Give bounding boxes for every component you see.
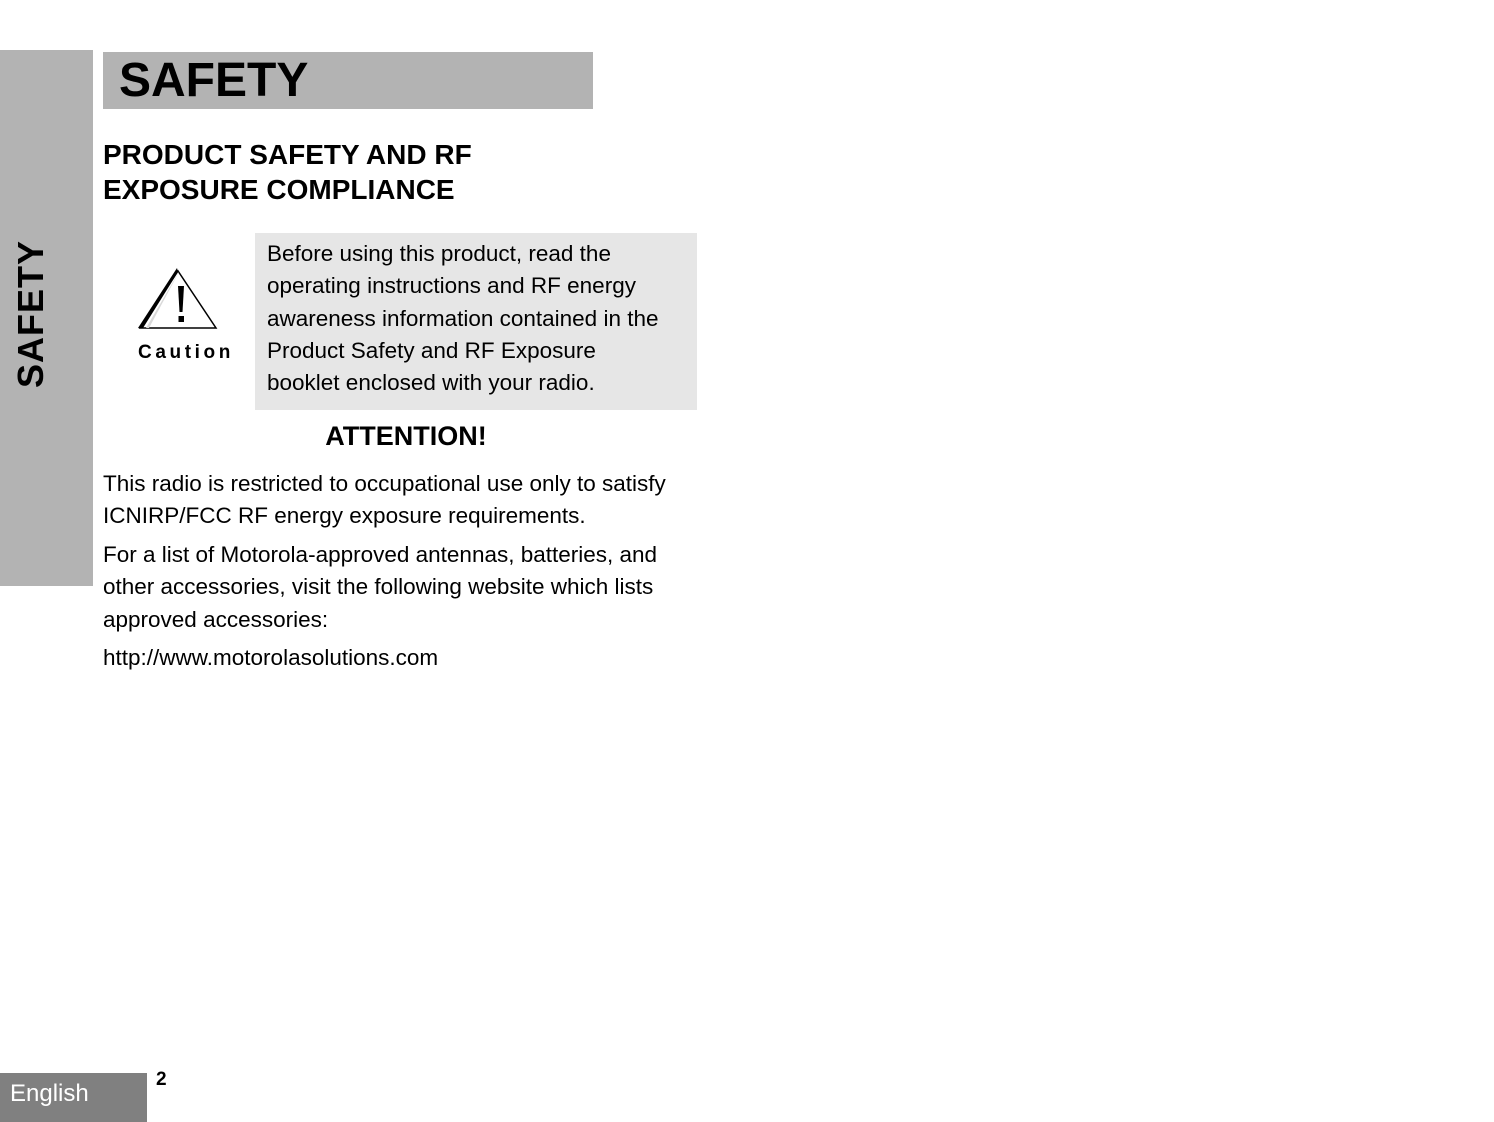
url-text: http://www.motorolasolutions.com bbox=[103, 645, 439, 670]
notice-line: operating instructions and RF energy bbox=[267, 273, 636, 299]
language-tab bbox=[0, 1073, 147, 1122]
section-heading bbox=[103, 137, 623, 207]
paragraph-line: ICNIRP/FCC RF energy exposure requirements. bbox=[103, 503, 586, 529]
website-url bbox=[103, 642, 438, 674]
notice-line: awareness information contained in the bbox=[267, 305, 659, 331]
page-title: SAFETY bbox=[119, 54, 309, 107]
notice-line: Before using this product, read the bbox=[267, 241, 611, 266]
rf-notice-box bbox=[255, 233, 697, 410]
page-title-bar bbox=[103, 52, 593, 109]
section-heading-line: EXPOSURE COMPLIANCE bbox=[103, 174, 455, 205]
caution-label: Caution bbox=[138, 342, 234, 363]
paragraph-line: approved accessories: bbox=[103, 606, 329, 632]
section-heading-line: PRODUCT SAFETY AND RF bbox=[103, 139, 472, 170]
notice-line: Product Safety and RF Exposure bbox=[267, 337, 596, 363]
warning-triangle-icon bbox=[137, 266, 221, 332]
attention-heading: ATTENTION! bbox=[325, 421, 487, 451]
paragraph-line: For a list of Motorola-approved antennas, batteries, and bbox=[103, 542, 658, 567]
page-number: 2 bbox=[156, 1069, 167, 1090]
language-label: English bbox=[10, 1080, 89, 1107]
paragraph-line: This radio is restricted to occupational use only to satisfy bbox=[103, 471, 666, 496]
side-section-tab-label: SAFETY bbox=[10, 239, 51, 389]
notice-line: booklet enclosed with your radio. bbox=[267, 370, 595, 396]
occupational-use-paragraph bbox=[103, 468, 666, 533]
accessories-paragraph bbox=[103, 539, 657, 636]
paragraph-line: other accessories, visit the following website which lists bbox=[103, 574, 654, 600]
